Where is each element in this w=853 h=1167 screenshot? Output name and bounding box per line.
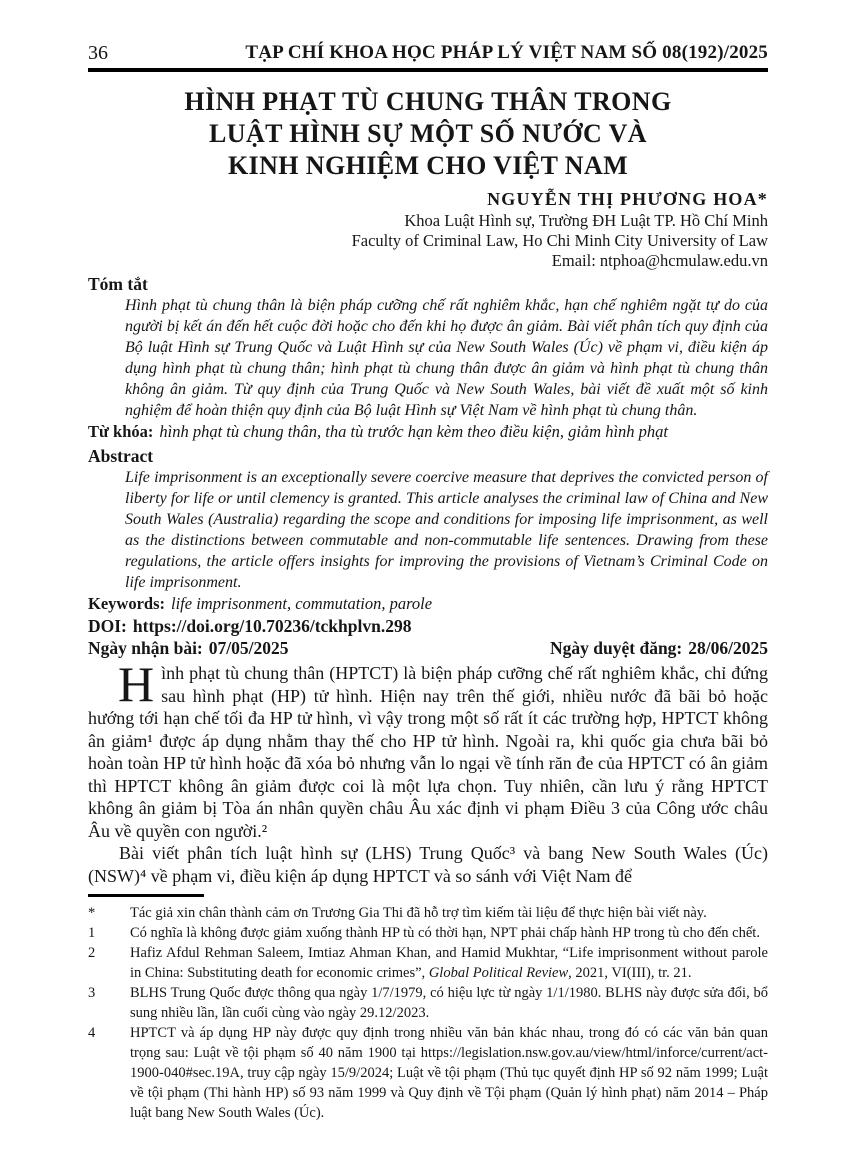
footnote-row	[88, 903, 768, 923]
dropcap-letter: H	[118, 656, 155, 712]
footnote-text: Tác giả xin chân thành cảm ơn Trương Gia Thi đã hỗ trợ tìm kiếm tài liệu để thực hiện bài viết này.	[130, 905, 707, 921]
keywords-vi-line	[88, 421, 768, 443]
footnote-text: Hafiz Afdul Rehman Saleem, Imtiaz Ahman Khan, and Hamid Mukhtar, “Life imprisonment without parole in China: Substituting death for economic crimes”, Global Political Review, 2021, VI(III), tr. 21.	[130, 945, 768, 981]
keywords-en-label: Keywords:	[88, 594, 165, 613]
footnote-marker: 2	[88, 945, 96, 961]
footnote-row	[88, 983, 768, 1023]
footnote-row	[88, 923, 768, 943]
footnote-marker: *	[88, 905, 96, 921]
approved-label: Ngày duyệt đăng:	[550, 638, 683, 658]
author-name: NGUYỄN THỊ PHƯƠNG HOA*	[487, 189, 768, 209]
body-paragraph-1-text: ình phạt tù chung thân (HPTCT) là biện pháp cưỡng chế rất nghiêm khắc, chỉ đứng sau hình phạt (HP) tử hình. Hiện nay trên thế giới, nhiều nước đã bãi bỏ hoặc hướng tới hạn chế tối đa HP tử hình, vì vậy trong một số rất ít các trường hợp, HPTCT không ân giảm¹ được áp dụng nhằm thay thế cho HP tử hình. Ngoài ra, khi quốc gia chưa bãi bỏ hoàn toàn HP tử hình hoặc đã xóa bỏ nhưng vẫn lo ngại về tính răn đe của HPTCT có ân giảm thì HPTCT không ân giảm được coi là một lựa chọn. Tuy nhiên, cần lưu ý rằng HPTCT không ân giảm bị Tòa án nhân quyền châu Âu xác định vi phạm Điều 3 của Công ước châu Âu về quyền con người.²	[88, 663, 768, 841]
received-date-line	[88, 637, 289, 659]
abstract-vi-text: Hình phạt tù chung thân là biện pháp cưỡng chế rất nghiêm khắc, hạn chế nghiêm ngặt tự do của người bị kết án đến hết cuộc đời hoặc cho đến khi họ được ân giảm. Bài viết phân tích quy định của Bộ luật Hình sự Trung Quốc và Luật Hình sự của New South Wales (Úc) về phạm vi, điều kiện áp dụng hình phạt tù chung thân; hình phạt tù chung thân được ân giảm và hình phạt tù chung thân không ân giảm. Từ quy định của Trung Quốc và New South Wales, bài viết đề xuất một số kinh nghiệm để hoàn thiện quy định của Bộ luật Hình sự Việt Nam về hình phạt tù chung thân.	[125, 297, 768, 419]
footnotes-list	[88, 903, 768, 1123]
article-title-line-3: KINH NGHIỆM CHO VIỆT NAM	[227, 151, 629, 180]
header-rule	[88, 68, 768, 72]
footnote-row	[88, 943, 768, 983]
doi-value: https://doi.org/10.70236/tckhplvn.298	[132, 616, 412, 636]
received-label: Ngày nhận bài:	[88, 638, 203, 658]
body-paragraph-2: Bài viết phân tích luật hình sự (LHS) Trung Quốc³ và bang New South Wales (Úc) (NSW)⁴ về phạm vi, điều kiện áp dụng HPTCT và so sánh với Việt Nam để	[88, 843, 768, 886]
footnote-text: Có nghĩa là không được giảm xuống thành HP tù có thời hạn, NPT phải chấp hành HP trong tù cho đến chết.	[130, 925, 760, 941]
abstract-en-heading: Abstract	[88, 446, 154, 466]
footnote-text: HPTCT và áp dụng HP này được quy định trong nhiều văn bản khác nhau, trong đó có các văn bản quan trọng sau: Luật về tội phạm số 40 năm 1900 tại https://legislation.nsw.gov.au/view/html/inforce/current/act-1900-040#sec.19A, truy cập ngày 15/9/2024; Luật về tội phạm (Thủ tục quyết định HP số 92 năm 1999; Luật về tội phạm (Thi hành HP) số 93 năm 1999 và Quy định về Tội phạm (Quản lý hình phạt) năm 2014 – Pháp luật bang New South Wales (Úc).	[130, 1025, 768, 1121]
doi-label: DOI:	[88, 616, 127, 636]
keywords-en-value: life imprisonment, commutation, parole	[171, 594, 433, 613]
author-email: Email: ntphoa@hcmulaw.edu.vn	[551, 251, 768, 270]
keywords-en-line	[88, 593, 768, 615]
keywords-vi-value: hình phạt tù chung thân, tha tù trước hạn kèm theo điều kiện, giảm hình phạt	[159, 422, 669, 441]
footnote-marker: 3	[88, 985, 96, 1001]
abstract-vi-heading: Tóm tắt	[88, 274, 148, 294]
dates-row	[88, 637, 768, 659]
page-number: 36	[88, 42, 108, 64]
body-paragraph-1	[88, 656, 768, 842]
footnote-row	[88, 1023, 768, 1123]
approved-value: 28/06/2025	[688, 638, 768, 658]
received-value: 07/05/2025	[208, 638, 289, 658]
keywords-vi-label: Từ khóa:	[88, 422, 154, 441]
running-head	[88, 42, 768, 64]
author-block	[88, 188, 768, 271]
affiliation-vi: Khoa Luật Hình sự, Trường ĐH Luật TP. Hồ Chí Minh	[404, 211, 768, 230]
journal-title: TẠP CHÍ KHOA HỌC PHÁP LÝ VIỆT NAM SỐ 08(192)/2025	[245, 42, 768, 63]
footnote-separator-rule	[88, 894, 204, 897]
footnote-marker: 1	[88, 925, 96, 941]
doi-line	[88, 615, 768, 637]
approved-date-line	[550, 637, 768, 659]
footnote-text: BLHS Trung Quốc được thông qua ngày 1/7/1979, có hiệu lực từ ngày 1/1/1980. BLHS này được sửa đổi, bổ sung nhiều lần, lần cuối cùng vào ngày 29.12/2023.	[130, 985, 768, 1021]
footnote-marker: 4	[88, 1025, 96, 1041]
affiliation-en: Faculty of Criminal Law, Ho Chi Minh City University of Law	[351, 231, 768, 250]
article-title-line-1: HÌNH PHẠT TÙ CHUNG THÂN TRONG	[184, 87, 672, 116]
article-title-line-2: LUẬT HÌNH SỰ MỘT SỐ NƯỚC VÀ	[209, 119, 647, 148]
article-body	[88, 656, 768, 887]
article-title	[88, 86, 768, 182]
abstract-en-text: Life imprisonment is an exceptionally severe coercive measure that deprives the convicted person of liberty for life or until clemency is granted. This article analyses the criminal law of China and New South Wales (Australia) regarding the scope and conditions for imposing life imprisonment, as well as the distinctions between commutable and non-commutable life sentences. Drawing from these regulations, the article offers insights for improving the provisions of Vietnam’s Criminal Code on life imprisonment.	[125, 469, 768, 591]
